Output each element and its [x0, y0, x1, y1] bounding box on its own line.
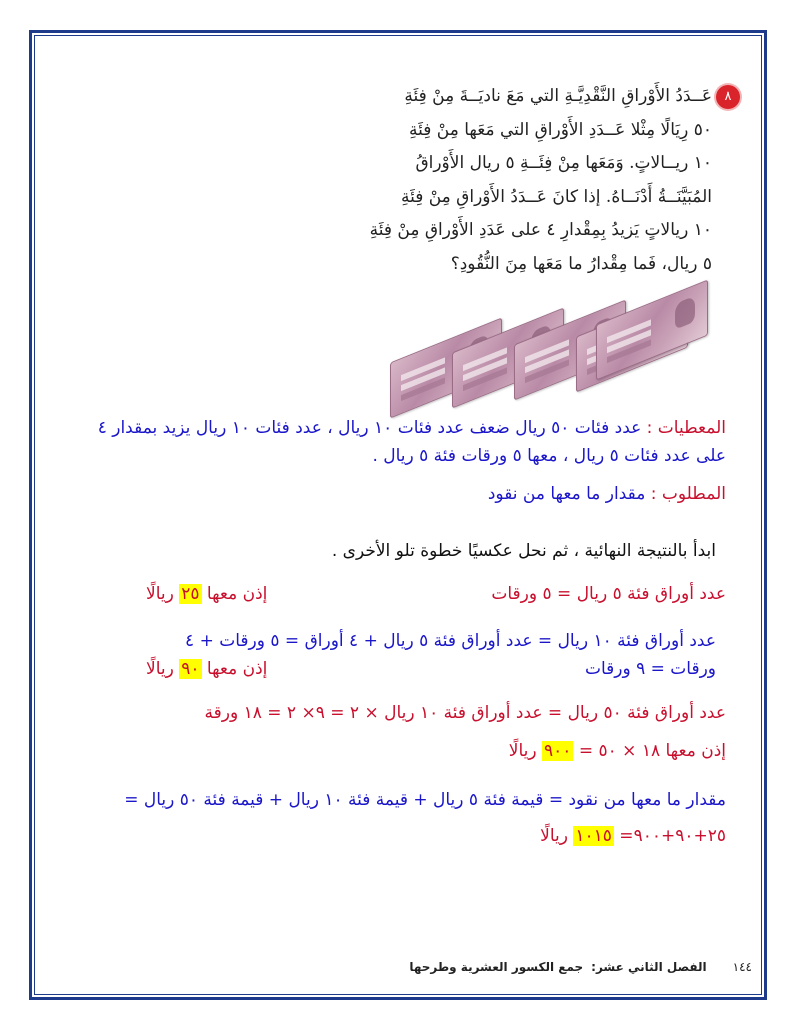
problem-line-5: ١٠ ريالاتٍ يَزيدُ بِمِقْدارِ ٤ على عَدَدِ الأَوْراقِ مِنْ فِئَةِ	[369, 220, 712, 240]
step-1-result-prefix: إذن معها	[201, 584, 268, 604]
banknotes-illustration	[380, 296, 710, 391]
problem-line-2: ٥٠ رِيَالًا مِثْلا عَــدَدِ الأَوْراقِ التي مَعَها مِنْ فِئَةِ	[409, 119, 712, 140]
total-equation: مقدار ما معها من نقود = قيمة فئة ٥ ريال + قيمة فئة ١٠ ريال + قيمة فئة ٥٠ ريال =	[124, 790, 726, 810]
step-2-line-1: عدد أوراق فئة ١٠ ريال = عدد أوراق فئة ٥ ريال + ٤ أوراق = ٥ ورقات + ٤	[185, 631, 716, 651]
final-value: ١٠١٥	[575, 826, 612, 846]
problem-line-3: ١٠ ريــالاتٍ. وَمَعَها مِنْ فِئَــةِ ٥ ريال الأَوْراقُ	[415, 153, 712, 173]
problem-statement	[322, 80, 732, 281]
page-footer	[409, 960, 752, 974]
step-1-result	[146, 580, 267, 608]
step-3-value: ٩٠٠	[544, 741, 572, 761]
page-number: ١٤٤	[732, 960, 752, 974]
step-2-row	[74, 655, 726, 683]
step-2-line-2: ورقات = ٩ ورقات	[584, 659, 716, 679]
final-answer-sum: ٢٥+٩٠+٩٠٠=	[613, 826, 726, 846]
problem-number-badge: ٨	[716, 85, 740, 109]
problem-line-1: عَــدَدُ الأَوْراقِ النَّقْدِيَّـةِ التي مَعَ ناديَــةَ مِنْ فِئَةِ	[404, 86, 712, 106]
final-answer	[74, 822, 726, 850]
chapter-title: جمع الكسور العشرية وطرحها	[409, 960, 584, 974]
givens-text: عدد فئات ٥٠ ريال ضعف عدد فئات ١٠ ريال ، عدد فئات ١٠ ريال يزيد بمقدار ٤ على عدد فئات ٥ ريال ، معها ٥ ورقات فئة ٥ ريال .	[97, 418, 726, 466]
step-1-result-suffix: ريالًا	[146, 584, 180, 604]
givens-paragraph	[74, 414, 726, 470]
step-3-total-suffix: ريالًا	[508, 741, 543, 761]
chapter-label: الفصل الثاني عشر:	[591, 960, 707, 974]
strategy-text: ابدأ بالنتيجة النهائية ، ثم نحل عكسيًا خطوة تلو الأخرى .	[331, 541, 716, 561]
step-2-result-prefix: إذن معها	[201, 659, 268, 679]
problem-line-4: المُبَيَّنَــةُ أَدْنَــاهُ. إذا كانَ عَــدَدُ الأَوْراقِ مِنْ فِئَةِ	[400, 186, 712, 207]
step-3-total	[74, 737, 726, 765]
step-1-value: ٢٥	[181, 584, 200, 604]
step-2-result-suffix: ريالًا	[146, 659, 180, 679]
step-1-row	[74, 580, 726, 608]
step-3-total-prefix: إذن معها ١٨ × ٥٠ =	[573, 741, 726, 761]
final-answer-unit: ريالًا	[540, 826, 574, 846]
step-3-equation: عدد أوراق فئة ٥٠ ريال = عدد أوراق فئة ١٠ ريال × ٢ = ٩× ٢ = ١٨ ورقة	[204, 703, 726, 723]
required-text: مقدار ما معها من نقود	[487, 484, 651, 504]
step-2-result	[146, 655, 267, 683]
step-2-value: ٩٠	[181, 659, 200, 679]
required-paragraph	[74, 480, 726, 508]
problem-line-6: ٥ ريال، فَما مِقْدارُ ما مَعَها مِنَ النُّقُودِ؟	[450, 253, 712, 274]
required-label: المطلوب :	[650, 484, 726, 504]
givens-label: المعطيات :	[646, 418, 726, 438]
step-1-equation: عدد أوراق فئة ٥ ريال = ٥ ورقات	[491, 584, 726, 604]
